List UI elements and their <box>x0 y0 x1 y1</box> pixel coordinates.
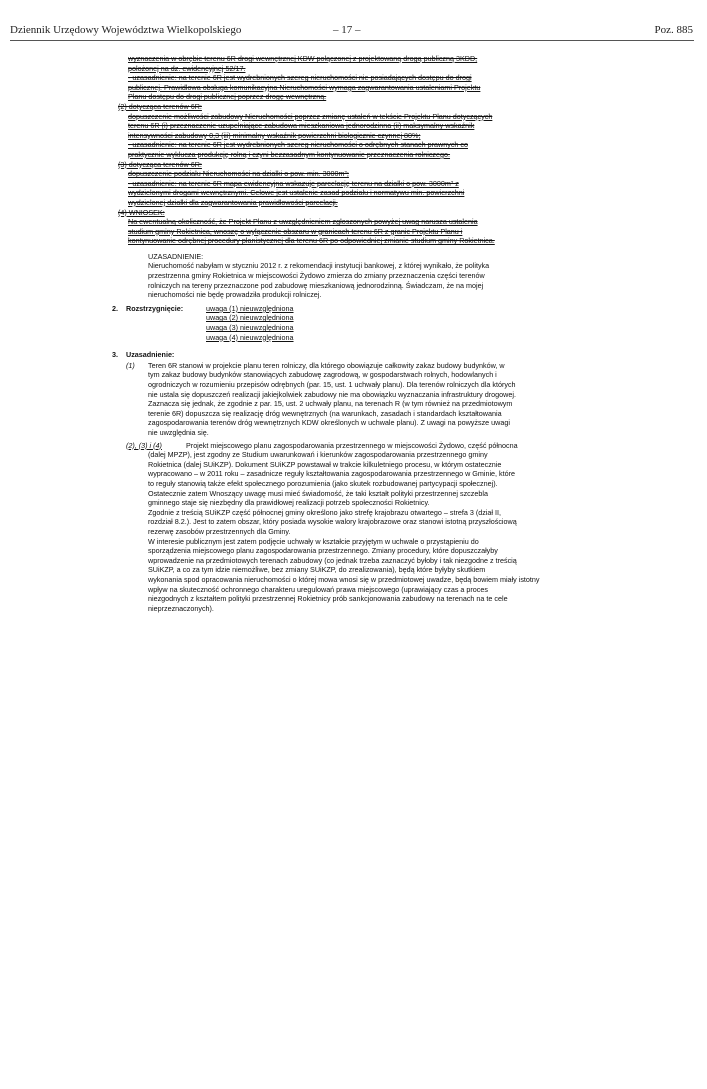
position-number: Poz. 885 <box>654 24 693 36</box>
struck-item-2 <box>118 102 632 160</box>
struck-line: studium gminy Rokietnica, wnoszę o wyłączenie obszaru w granicach terenu 6R z granic Projektu Planu i <box>128 226 463 236</box>
paragraph-line: Ostatecznie zatem Wnoszący uwagę musi mieć świadomość, że taki kształt polityki przestrzennej szczebla <box>148 488 488 498</box>
struck-line: dopuszczenie możliwości zabudowy Nieruchomości poprzez zmianę ustaleń w tekście Projektu Planu dotyczących <box>128 111 493 121</box>
paragraph-line: Teren 6R stanowi w projekcie planu teren rolniczy, dla którego obowiązuje całkowity zakaz budowy budynków, w <box>148 360 505 370</box>
paragraph-line: Zgodnie z treścią SUiKZP część północnej gminy określono jako strefę krajobrazu otwartego – strefa 3 (dział II, <box>148 507 502 517</box>
struck-line: intensywności zabudowy 0,3 (iii) minimalny wskaźnik powierzchni biologicznie czynnej 80%; <box>128 130 421 140</box>
paragraph-line: rozdział 8.2.). Jest to zatem obszar, który posiada wysokie walory krajobrazowe oraz stanowi istotną przyszłościową <box>148 517 517 527</box>
justification-line: przestrzenna gminy Rokietnica w miejscowości Żydowo zmierza do zmiany przeznaczenia części terenów <box>148 271 485 281</box>
journal-title: Dziennik Urzędowy Województwa Wielkopolskiego <box>10 24 242 36</box>
struck-item-4 <box>118 208 632 246</box>
resolution-item: uwaga (2) nieuwzględniona <box>206 313 294 323</box>
struck-line: terenu 6R (i) przeznaczenie uzupełniające zabudowa mieszkaniowa jednorodzinna (ii) maksymalny wskaźnik <box>128 121 475 131</box>
justification-title: UZASADNIENIE: <box>148 251 204 261</box>
struck-line: publicznej. Prawidłowa obsługa komunikacyjna Nieruchomości wymaga zagwarantowania ustaleniami Projektu <box>128 82 481 92</box>
paragraph-line: nie uwzględnia się. <box>148 428 209 437</box>
paragraph-line: rezerwę zasobów przestrzennych dla Gminy. <box>148 526 291 536</box>
paragraph-line: W interesie publicznym jest zatem podjęcie uchwały w kształcie przyjętym w uchwale o przystąpieniu do <box>148 536 479 546</box>
struck-line: dopuszczenie podziału Nieruchomości na działki o pow. min. 3000m²; <box>128 169 349 179</box>
paragraph-line: wprowadzenie na przedmiotowych terenach zabudowy (co jednak trzeba zaznaczyć byłoby i tak niezgodne z treścią <box>148 555 517 565</box>
struck-item-label: (2) dotycząca terenów 6R: <box>118 101 202 111</box>
section-3-label: Uzasadnienie: <box>126 349 175 359</box>
paragraph-line: ogrodniczych w rozumieniu przepisów odrębnych (par. 15, ust. 1 uchwały planu). Dla terenów rolniczych dla których <box>148 380 516 390</box>
paragraph-line: zagospodarowania terenów dróg wewnętrznych KDW określonych w uchwale planu). Z uwagi na powyższe uwagi <box>148 418 510 428</box>
section-3-paragraph-2 <box>0 441 707 614</box>
document-body <box>0 54 707 613</box>
resolution-item: uwaga (3) nieuwzględniona <box>206 323 294 333</box>
section-3-paragraph-1 <box>0 361 707 438</box>
struck-line: - uzasadnienie: na terenie 6R jest wydrebnionych szereg nieruchomości nie posiadających dostępu do drogi <box>128 73 472 83</box>
paragraph-line: Zaznacza się jednak, że zgodnie z par. 15, ust. 2 uchwały planu, na terenach R (w tym również na przedmiotowym <box>148 399 513 409</box>
paragraph-line: wykonania spod opracowania nieruchomości o której mowa wnosi się w przedmiotowej uwadze, będą bowiem miały istotny <box>148 574 540 584</box>
struck-line: - uzasadnienie: na terenie 6R jest wydrebnionych szereg nieruchomości o odrębnych stanach prawnych co <box>128 140 468 150</box>
header-rule <box>10 40 694 41</box>
applicant-justification <box>148 252 632 300</box>
justification-line: Nieruchomość nabyłam w styczniu 2012 r. z rekomendacji instytucji bankowej, z której wynikało, że polityka <box>148 261 490 271</box>
paragraph-line: terenie 6R) dopuszcza się realizację dróg wewnętrznych (na warunkach, zasadach i standardach kształtowania <box>148 408 502 418</box>
paragraph-line: (dalej MPZP), jest zgodny ze Studium uwarunkowań i kierunków zagospodarowania przestrzennego gminy <box>148 450 488 460</box>
struck-line: Planu dostępu do drogi publicznej poprzez drogę wewnętrzną. <box>128 92 327 102</box>
struck-line: wyznaczenia w obrębie terenu 6R drogi wewnętrznej KDW połączonej z projektowaną drogą publiczną 3KDD, <box>128 54 478 63</box>
struck-item-label: (3) dotycząca terenów 6R: <box>118 159 202 169</box>
page-number: – 17 – <box>333 24 361 36</box>
paragraph-line: tym zakaz budowy budynków stanowiących zabudowę zagrodową, w gospodarstwach rolnych, hodowlanych i <box>148 370 497 380</box>
paragraph-line: sporządzenia miejscowego planu zagospodarowania przestrzennego. Zmiany procedury, które dopuszczałyby <box>148 546 498 556</box>
section-2 <box>0 304 707 344</box>
struck-line: Na ewentualną okoliczność, że Projekt Planu z uwzględnieniem zgłoszonych powyżej uwag narusza ustalenia <box>128 217 478 227</box>
section-2-number: 2. <box>112 303 118 313</box>
struck-line: kontynuowanie odrębnej procedury planistycznej dla terenu 6R po odpowiedniej zmianie studium gminy Rokietnica. <box>128 236 495 246</box>
paragraph-line: gminnego staje się niezbędny dla prawidłowej realizacji potrzeb społeczności Rokietnicy. <box>148 498 430 508</box>
struck-item-3 <box>118 160 632 208</box>
paragraph-line: Rokietnica (dalej SUiKZP). Dokument SUiKZP powstawał w trakcie kilkuletniego procesu, w którym ostatecznie <box>148 459 502 469</box>
paragraph-2-label: (2), (3) i (4) <box>126 440 162 450</box>
section-3-heading <box>0 350 707 361</box>
paragraph-line: wypracowano – w 2011 roku – zasadnicze reguły kształtowania zagospodarowania przestrzennego w Gminie, które <box>148 469 516 479</box>
resolution-item: uwaga (1) nieuwzględniona <box>206 303 294 313</box>
struck-line: - uzasadnienie: na terenie 6R mapa ewidencyjna wskazuje parcelację terenu na działki o pow. 3000m² z <box>128 178 459 188</box>
struck-line: praktycznie wyklucza produkcję rolną i czyni bezzasadnym kontynuowanie przeznaczenia rolniczego. <box>128 149 451 159</box>
struck-line: położonej na dz. ewidencyjnej 52/17. <box>128 63 246 73</box>
justification-line: rolniczych na tereny przeznaczone pod zabudowę mieszkaniową jednorodzinną. Świadczam, że na mojej <box>148 280 484 290</box>
section-2-label: Rozstrzygnięcie: <box>126 303 184 313</box>
resolution-item: uwaga (4) nieuwzględniona <box>206 332 294 342</box>
paragraph-line: wpływ na skuteczność ochronnego charakteru uregulowań prawa miejscowego (uprawiający czas a proces <box>148 584 488 594</box>
paragraph-line: to reguły stanowią także efekt społecznego porozumienia (jako skutek rozbudowanej partycypacji społecznej). <box>148 478 498 488</box>
struck-line: wydzielonymi drogami wewnętrznymi. Celowe jest ustalenie zasad podziału i normatywu min. powierzchni <box>128 188 465 198</box>
paragraph-line: niezgodnych z kształtem polityki przestrzennej Rokietnicy prób sankcjonowania zabudowy na terenach na te cele <box>148 594 508 604</box>
paragraph-line: nieprzeznaczonych). <box>148 603 214 613</box>
struck-proposal-block <box>128 54 632 102</box>
paragraph-1-label: (1) <box>126 360 135 370</box>
justification-line: nieruchomości nie będę prowadziła produkcji rolniczej. <box>148 290 322 300</box>
paragraph-line: nie ustala się dopuszczeń realizacji jakiejkolwiek zabudowy nie ma obowiązku wyznaczania infrastruktury drogowej. <box>148 389 516 399</box>
struck-item-label: (4) WNIOSEK: <box>118 207 165 217</box>
section-3-number: 3. <box>112 349 118 359</box>
paragraph-line: Projekt miejscowego planu zagospodarowania przestrzennego w miejscowości Żydowo, część północna <box>186 440 518 450</box>
paragraph-line: SUiKZP, a co za tym idzie niemożliwe, bez zmiany SUiKZP, do zrealizowania), będą które byłyby skutkiem <box>148 565 486 575</box>
struck-line: wydzielonej działki dla zagwarantowania prawidłowości parcelacji. <box>128 197 338 207</box>
